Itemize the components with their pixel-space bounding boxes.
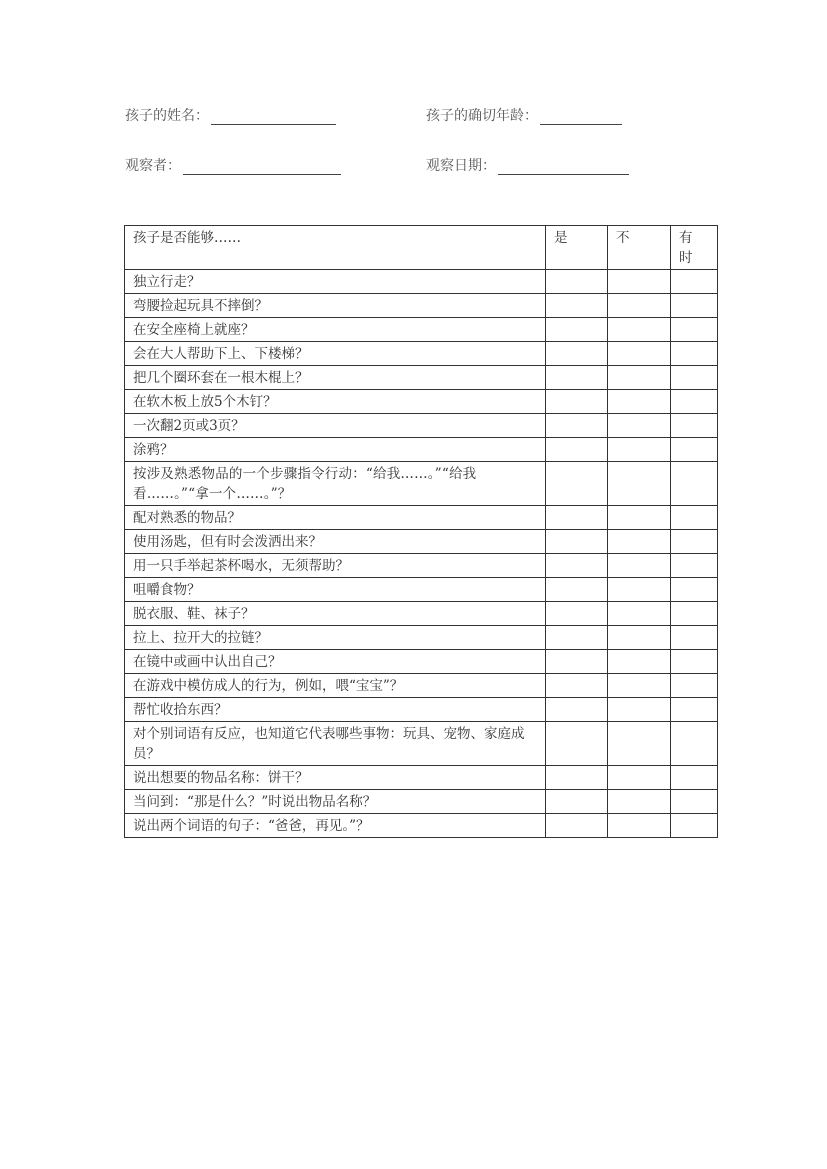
checkbox-cell-sometimes[interactable] <box>671 270 718 294</box>
checkbox-cell-yes[interactable] <box>546 790 608 814</box>
checklist-question: 说出两个词语的句子：“爸爸，再见。”？ <box>125 814 546 838</box>
checklist-question: 弯腰捡起玩具不摔倒？ <box>125 294 546 318</box>
checklist-question: 在游戏中模仿成人的行为，例如，喂“宝宝”？ <box>125 674 546 698</box>
header-no: 不 <box>608 226 671 270</box>
checklist-row <box>125 462 718 506</box>
checkbox-cell-no[interactable] <box>608 414 671 438</box>
checkbox-cell-yes[interactable] <box>546 554 608 578</box>
checkbox-cell-sometimes[interactable] <box>671 722 718 766</box>
checklist-question: 涂鸦？ <box>125 438 546 462</box>
checkbox-cell-no[interactable] <box>608 674 671 698</box>
checkbox-cell-sometimes[interactable] <box>671 814 718 838</box>
header-question: 孩子是否能够…… <box>125 226 546 270</box>
checklist-row <box>125 530 718 554</box>
checklist-question: 帮忙收拾东西？ <box>125 698 546 722</box>
checkbox-cell-no[interactable] <box>608 554 671 578</box>
checklist-row <box>125 366 718 390</box>
checkbox-cell-no[interactable] <box>608 390 671 414</box>
child-age-label: 孩子的确切年龄： <box>426 108 538 124</box>
checklist-row <box>125 554 718 578</box>
checkbox-cell-yes[interactable] <box>546 294 608 318</box>
child-name-label: 孩子的姓名： <box>125 108 209 124</box>
checkbox-cell-yes[interactable] <box>546 506 608 530</box>
checkbox-cell-no[interactable] <box>608 790 671 814</box>
checkbox-cell-sometimes[interactable] <box>671 318 718 342</box>
observer-label: 观察者： <box>125 158 181 174</box>
header-sometimes-label: 有时 <box>679 230 693 266</box>
checkbox-cell-no[interactable] <box>608 462 671 506</box>
checklist-question: 在软木板上放5个木钉？ <box>125 390 546 414</box>
checkbox-cell-sometimes[interactable] <box>671 790 718 814</box>
checkbox-cell-no[interactable] <box>608 294 671 318</box>
checklist-row <box>125 602 718 626</box>
child-name-blank[interactable] <box>211 108 336 125</box>
checkbox-cell-sometimes[interactable] <box>671 766 718 790</box>
checkbox-cell-sometimes[interactable] <box>671 506 718 530</box>
checkbox-cell-sometimes[interactable] <box>671 390 718 414</box>
checklist-question: 一次翻2页或3页？ <box>125 414 546 438</box>
checklist-question: 用一只手举起茶杯喝水，无须帮助？ <box>125 554 546 578</box>
checkbox-cell-sometimes[interactable] <box>671 462 718 506</box>
checkbox-cell-sometimes[interactable] <box>671 602 718 626</box>
checkbox-cell-sometimes[interactable] <box>671 294 718 318</box>
checklist-row <box>125 342 718 366</box>
checkbox-cell-yes[interactable] <box>546 698 608 722</box>
checklist-row <box>125 414 718 438</box>
checkbox-cell-sometimes[interactable] <box>671 438 718 462</box>
checkbox-cell-yes[interactable] <box>546 342 608 366</box>
checklist-question: 咀嚼食物？ <box>125 578 546 602</box>
checkbox-cell-yes[interactable] <box>546 602 608 626</box>
checkbox-cell-no[interactable] <box>608 342 671 366</box>
checklist-question: 脱衣服、鞋、袜子？ <box>125 602 546 626</box>
child-age-blank[interactable] <box>540 108 622 125</box>
child-age-field <box>426 105 622 125</box>
checkbox-cell-yes[interactable] <box>546 674 608 698</box>
checklist-question: 配对熟悉的物品？ <box>125 506 546 530</box>
checkbox-cell-sometimes[interactable] <box>671 414 718 438</box>
checkbox-cell-yes[interactable] <box>546 814 608 838</box>
checkbox-cell-sometimes[interactable] <box>671 650 718 674</box>
checkbox-cell-sometimes[interactable] <box>671 674 718 698</box>
checkbox-cell-yes[interactable] <box>546 626 608 650</box>
checkbox-cell-sometimes[interactable] <box>671 626 718 650</box>
checkbox-cell-no[interactable] <box>608 602 671 626</box>
checkbox-cell-yes[interactable] <box>546 650 608 674</box>
checklist-table <box>124 225 718 838</box>
checklist-row <box>125 506 718 530</box>
checkbox-cell-yes[interactable] <box>546 766 608 790</box>
checklist-row <box>125 578 718 602</box>
checkbox-cell-no[interactable] <box>608 366 671 390</box>
checkbox-cell-yes[interactable] <box>546 414 608 438</box>
checklist-question: 使用汤匙，但有时会泼洒出来？ <box>125 530 546 554</box>
checkbox-cell-yes[interactable] <box>546 438 608 462</box>
checkbox-cell-sometimes[interactable] <box>671 342 718 366</box>
child-name-field <box>125 105 336 125</box>
checklist-question: 把几个圈环套在一根木棍上？ <box>125 366 546 390</box>
checklist-question: 会在大人帮助下上、下楼梯？ <box>125 342 546 366</box>
observation-date-blank[interactable] <box>498 158 629 175</box>
checkbox-cell-yes[interactable] <box>546 366 608 390</box>
checklist-question: 在安全座椅上就座？ <box>125 318 546 342</box>
checklist-row <box>125 438 718 462</box>
checkbox-cell-yes[interactable] <box>546 462 608 506</box>
checkbox-cell-no[interactable] <box>608 318 671 342</box>
checklist-row <box>125 674 718 698</box>
checkbox-cell-no[interactable] <box>608 438 671 462</box>
checkbox-cell-sometimes[interactable] <box>671 554 718 578</box>
checkbox-cell-yes[interactable] <box>546 578 608 602</box>
checklist-row <box>125 790 718 814</box>
checklist-row <box>125 814 718 838</box>
checkbox-cell-sometimes[interactable] <box>671 530 718 554</box>
observer-blank[interactable] <box>183 158 341 175</box>
checklist-row <box>125 390 718 414</box>
checklist-row <box>125 766 718 790</box>
checklist-question: 独立行走？ <box>125 270 546 294</box>
checkbox-cell-yes[interactable] <box>546 390 608 414</box>
observer-field <box>125 155 341 175</box>
checkbox-cell-no[interactable] <box>608 626 671 650</box>
checklist-row <box>125 294 718 318</box>
checklist-question: 在镜中或画中认出自己？ <box>125 650 546 674</box>
checkbox-cell-no[interactable] <box>608 506 671 530</box>
header-yes: 是 <box>546 226 608 270</box>
header-row <box>125 226 718 270</box>
checkbox-cell-no[interactable] <box>608 530 671 554</box>
checklist-question: 说出想要的物品名称：饼干？ <box>125 766 546 790</box>
checkbox-cell-yes[interactable] <box>546 530 608 554</box>
header-sometimes <box>671 226 718 270</box>
checklist-row <box>125 650 718 674</box>
checklist-row <box>125 318 718 342</box>
checklist-row <box>125 626 718 650</box>
checkbox-cell-sometimes[interactable] <box>671 698 718 722</box>
checkbox-cell-sometimes[interactable] <box>671 578 718 602</box>
checkbox-cell-no[interactable] <box>608 722 671 766</box>
checklist-row <box>125 270 718 294</box>
checklist-row <box>125 698 718 722</box>
checkbox-cell-yes[interactable] <box>546 722 608 766</box>
checkbox-cell-no[interactable] <box>608 698 671 722</box>
checkbox-cell-sometimes[interactable] <box>671 366 718 390</box>
checkbox-cell-yes[interactable] <box>546 270 608 294</box>
checklist-question: 按涉及熟悉物品的一个步骤指令行动：“给我……。”“给我看……。”“拿一个……。”？ <box>125 462 546 506</box>
checkbox-cell-no[interactable] <box>608 270 671 294</box>
checklist-question: 当问到：“那是什么？”时说出物品名称？ <box>125 790 546 814</box>
observation-date-label: 观察日期： <box>426 158 496 174</box>
checkbox-cell-no[interactable] <box>608 650 671 674</box>
checkbox-cell-no[interactable] <box>608 766 671 790</box>
checklist-row <box>125 722 718 766</box>
checkbox-cell-no[interactable] <box>608 578 671 602</box>
checkbox-cell-yes[interactable] <box>546 318 608 342</box>
observation-date-field <box>426 155 629 175</box>
checkbox-cell-no[interactable] <box>608 814 671 838</box>
checklist-question: 拉上、拉开大的拉链？ <box>125 626 546 650</box>
checklist-question: 对个别词语有反应，也知道它代表哪些事物：玩具、宠物、家庭成员？ <box>125 722 546 766</box>
